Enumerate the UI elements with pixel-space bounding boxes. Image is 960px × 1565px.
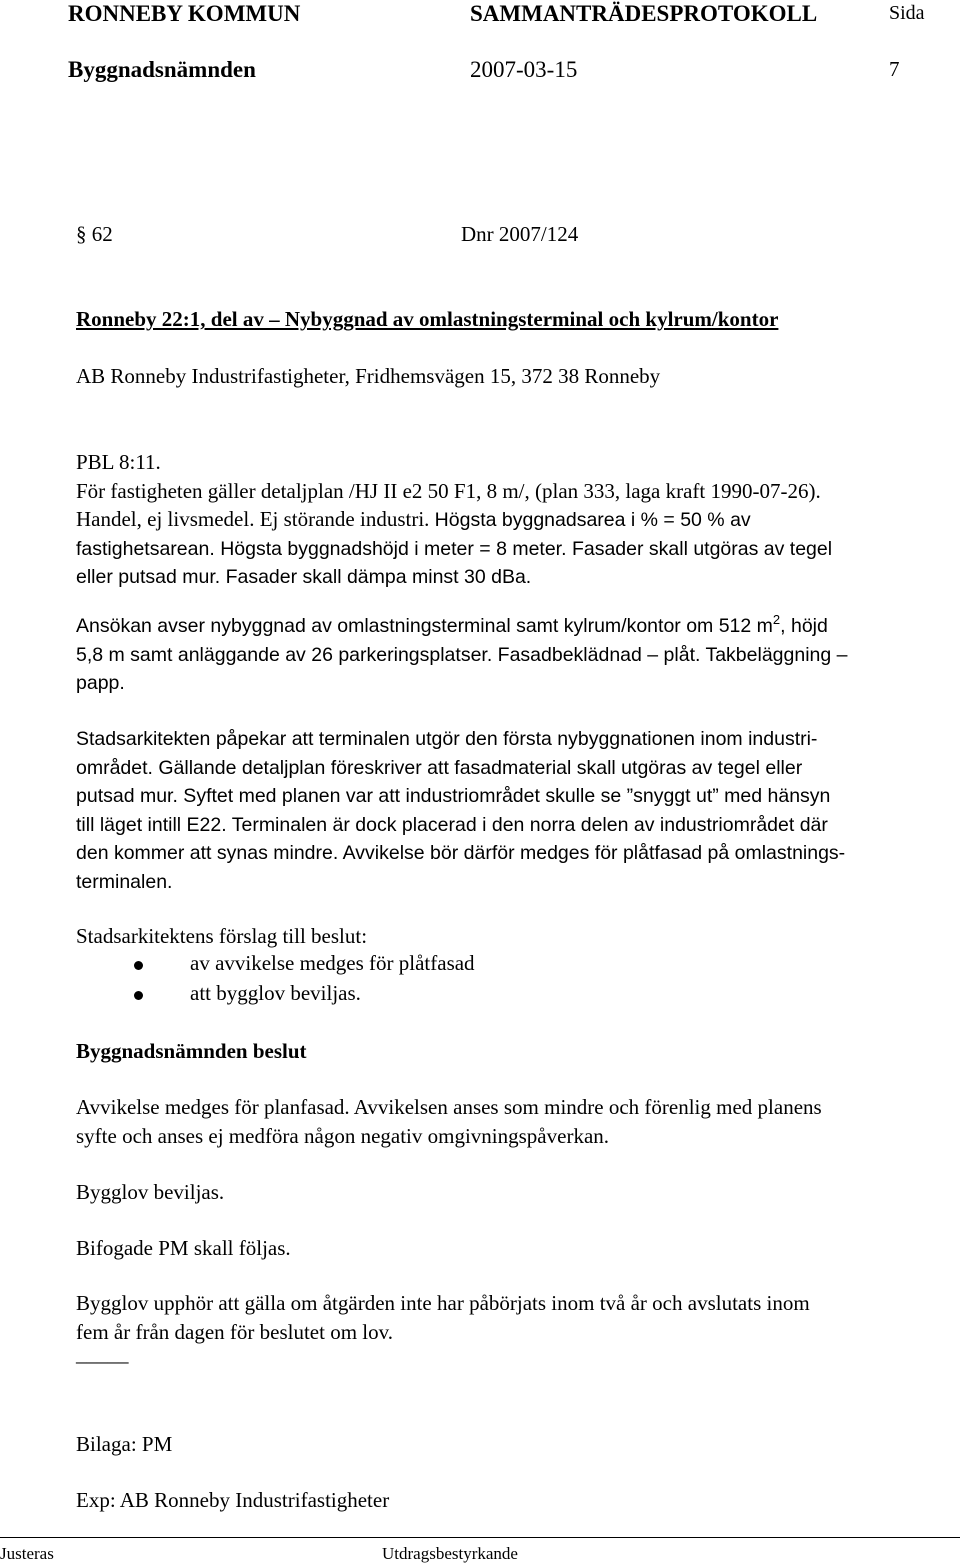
bullet-icon [134,961,143,970]
pbl-paragraph [76,448,936,592]
application-line: 5,8 m samt anläggande av 26 parkeringsplatser. Fasadbeklädnad – plåt. Takbeläggning – [76,643,848,666]
applicant: AB Ronneby Industrifastigheter, Fridhemsvägen 15, 372 38 Ronneby [76,364,661,388]
separator: _____ [76,1342,129,1366]
note-line: Stadsarkitekten påpekar att terminalen utgör den första nybyggnationen inom industri- [76,728,818,750]
attachment: Bilaga: PM [76,1432,173,1456]
superscript: 2 [772,612,781,627]
footer-justeras: Justeras [0,1544,54,1563]
header-committee: Byggnadsnämnden [68,57,256,82]
note-line: terminalen. [76,870,173,893]
application-line: papp. [76,672,125,694]
decision-line: fem år från dagen för beslutet om lov. [76,1319,394,1344]
pbl-line: eller putsad mur. Fasader skall dämpa minst 30 dBa. [76,566,532,588]
header-page-number: 7 [889,57,900,81]
pbl-line: fastighetsarean. Högsta byggnadshöjd i meter = 8 meter. Fasader skall utgöras av tegel [76,537,833,560]
footer-divider [0,1537,960,1538]
application-paragraph [76,612,936,698]
decision-pm: Bifogade PM skall följas. [76,1236,291,1260]
case-title: Ronneby 22:1, del av – Nybyggnad av omlastningsterminal och kylrum/kontor [76,307,779,331]
note-line: putsad mur. Syftet med planen var att industriområdet skulle se ”snyggt ut” med hänsyn [76,785,831,807]
architect-note [76,725,936,896]
header-doc-type: SAMMANTRÄDESPROTOKOLL [470,1,818,26]
decision-line: Avvikelse medges för planfasad. Avvikelsen anses som mindre och förenlig med planens [76,1095,822,1119]
header-date: 2007-03-15 [470,57,578,82]
bullet-icon [134,991,143,1000]
decision-validity [76,1289,936,1346]
expedition: Exp: AB Ronneby Industrifastigheter [76,1488,390,1512]
pbl-line: Handel, ej livsmedel. Ej störande industri. Högsta byggnadsarea i % = 50 % av [76,507,751,531]
note-line: till läget intill E22. Terminalen är dock placerad i den norra delen av industriområdet där [76,813,828,836]
decision-paragraph [76,1093,936,1150]
header-org: RONNEBY KOMMUN [68,1,301,26]
pbl-line: För fastigheten gäller detaljplan /HJ II e2 50 F1, 8 m/, (plan 333, laga kraft 1990-07-26). [76,478,821,503]
paragraph-number: § 62 [76,222,113,246]
footer-utdragsbestyrkande: Utdragsbestyrkande [382,1544,518,1563]
proposal-heading: Stadsarkitektens förslag till beslut: [76,924,368,948]
note-line: den kommer att synas mindre. Avvikelse bör därför medges för plåtfasad på omlastnings- [76,842,846,864]
header-page-label: Sida [889,2,925,24]
dnr: Dnr 2007/124 [461,222,579,246]
note-line: området. Gällande detaljplan föreskriver att fasadmaterial skall utgöras av tegel eller [76,756,803,779]
decision-permit: Bygglov beviljas. [76,1180,225,1204]
application-line: Ansökan avser nybyggnad av omlastningsterminal samt kylrum/kontor om 512 $m^2$, höjd [76,612,828,637]
pbl-line: PBL 8:11. [76,450,161,474]
decision-line: syfte och anses ej medföra någon negativ omgivningspåverkan. [76,1123,610,1148]
decision-heading: Byggnadsnämnden beslut [76,1039,307,1063]
decision-line: Bygglov upphör att gälla om åtgärden inte har påbörjats inom två år och avslutats inom [76,1291,810,1315]
